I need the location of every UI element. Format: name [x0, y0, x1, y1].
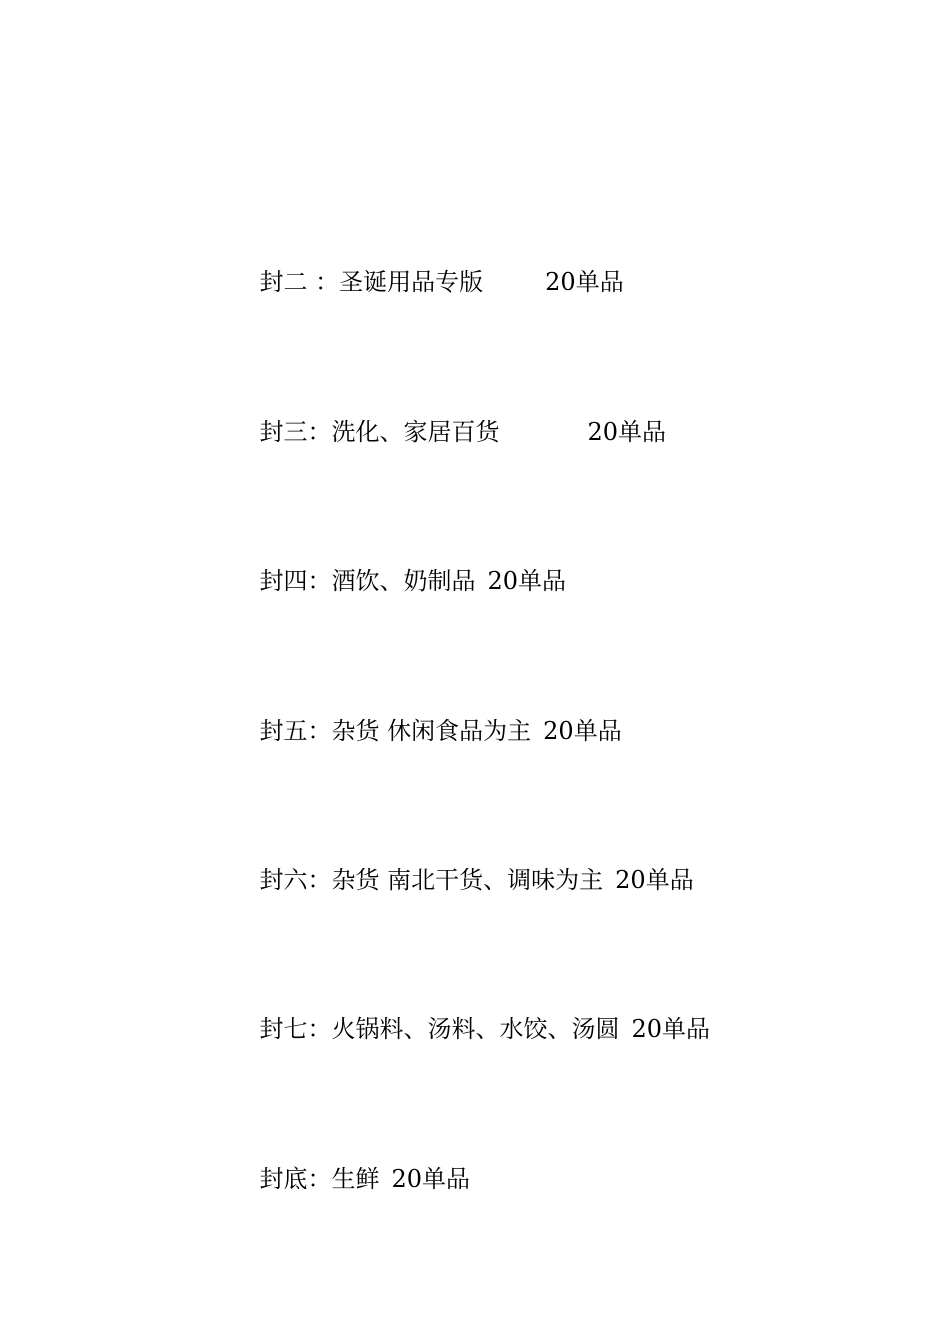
- unit-count: 20单品: [545, 268, 624, 296]
- cover-line-back: [229, 1128, 471, 1193]
- unit-count: 20单品: [487, 567, 567, 595]
- cover-line-4: [229, 530, 567, 595]
- unit-count: 20单品: [587, 418, 667, 446]
- cover-label: 封三：洗化、家居百货: [259, 418, 500, 446]
- cover-label: 封六：杂货 南北干货、调味为主: [259, 866, 604, 894]
- cover-line-2: [229, 231, 624, 296]
- cover-label: 封四：酒饮、奶制品: [259, 567, 476, 595]
- unit-count: 20单品: [631, 1015, 711, 1043]
- cover-label: 封二 ：圣诞用品专版: [259, 268, 484, 296]
- cover-label: 封七：火锅料、汤料、水饺、汤圆: [259, 1015, 620, 1043]
- cover-label: 封底：生鲜: [259, 1165, 380, 1193]
- cover-label: 封五：杂货 休闲食品为主: [259, 717, 532, 745]
- unit-count: 20单品: [391, 1165, 471, 1193]
- unit-count: 20单品: [615, 866, 694, 894]
- cover-line-3: [229, 381, 667, 446]
- cover-line-7: [229, 978, 711, 1043]
- cover-line-5: [229, 680, 622, 745]
- cover-line-6: [229, 829, 694, 894]
- unit-count: 20单品: [543, 717, 622, 745]
